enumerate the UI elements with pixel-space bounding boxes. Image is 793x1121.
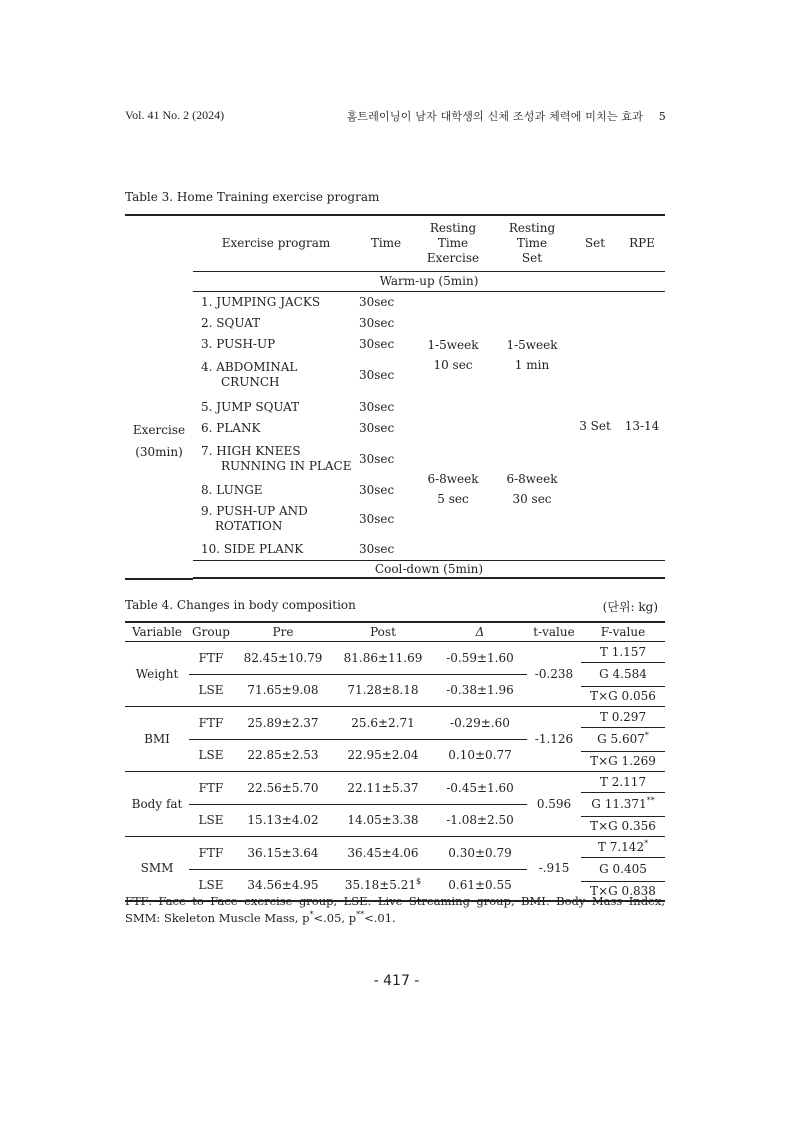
table3-header-blank: [125, 215, 193, 271]
f-value: T×G 0.356: [581, 816, 665, 836]
pre-value: 22.56±5.70: [247, 780, 319, 795]
variable-name: Weight: [125, 641, 189, 706]
table4-header-delta: Δ: [433, 622, 527, 641]
exercise-name: 5. JUMP SQUAT: [201, 399, 300, 414]
table3-warmup-blank: [125, 271, 193, 291]
f-value: T 2.117: [581, 771, 665, 792]
pre-value: 71.65±9.08: [233, 674, 333, 706]
rest-set-6-8: 6-8week 30 sec: [506, 471, 558, 506]
delta-value: -0.29±.60: [450, 715, 510, 730]
journal-volume: Vol. 41 No. 2 (2024): [125, 108, 225, 122]
post-value: 25.6±2.71: [351, 715, 415, 730]
exercise-name: 4. ABDOMINAL CRUNCH: [201, 359, 298, 389]
table4: [125, 621, 665, 902]
table3-header-rest-set: Resting Time Set: [493, 215, 571, 271]
exercise-time: 30sec: [359, 315, 395, 330]
delta-value: 0.30±0.79: [448, 845, 512, 860]
f-value: G 5.607*: [581, 727, 665, 751]
table3-row-label: Exercise (30min): [125, 291, 193, 579]
exercise-name: 2. SQUAT: [201, 315, 261, 330]
exercise-name: 7. HIGH KNEES RUNNING IN PLACE: [201, 443, 352, 473]
rest-exercise-1-5: 1-5week 10 sec: [427, 337, 479, 372]
pre-value: 15.13±4.02: [233, 804, 333, 836]
t-value: -.915: [527, 836, 581, 901]
running-title-text: 홈트레이닝이 남자 대학생의 신체 조성과 체력에 미치는 효과: [346, 110, 644, 123]
table4-header-variable: Variable: [125, 622, 189, 641]
post-value: 22.11±5.37: [347, 780, 419, 795]
running-title: [347, 108, 666, 124]
table3: [125, 214, 665, 580]
table3-header-set: Set: [571, 215, 619, 271]
table3-caption: Table 3. Home Training exercise program: [125, 190, 380, 204]
table4-header-f: F-value: [581, 622, 665, 641]
group-ftf: FTF: [198, 780, 224, 795]
table4-header-post: Post: [333, 622, 433, 641]
rest-set-1-5: 1-5week 1 min: [506, 337, 558, 372]
t-value: 0.596: [527, 771, 581, 836]
delta-value: -0.38±1.96: [433, 674, 527, 706]
group-lse: LSE: [189, 739, 233, 771]
pre-value: 36.15±3.64: [247, 845, 319, 860]
page-number: - 417 -: [373, 973, 420, 989]
table4-header-group: Group: [189, 622, 233, 641]
f-value: T×G 0.838: [581, 881, 665, 901]
group-ftf: FTF: [198, 845, 224, 860]
pre-value: 34.56±4.95: [233, 869, 333, 901]
t-value: -1.126: [527, 706, 581, 771]
group-ftf: FTF: [198, 650, 224, 665]
table3-cooldown: Cool-down (5min): [193, 560, 665, 578]
table3-header-time: Time: [359, 215, 413, 271]
post-value: 71.28±8.18: [333, 674, 433, 706]
exercise-time: 30sec: [359, 336, 395, 351]
set-value: 3 Set: [579, 418, 611, 433]
exercise-time: 30sec: [359, 294, 395, 309]
exercise-name: 9. PUSH-UP AND ROTATION: [201, 504, 308, 533]
f-value: T×G 1.269: [581, 751, 665, 771]
delta-value: -0.59±1.60: [446, 650, 514, 665]
f-value: G 0.405: [581, 857, 665, 881]
t-value: -0.238: [527, 641, 581, 706]
table4-unit: (단위: kg): [602, 600, 658, 614]
table3-header-rest-exercise: Resting Time Exercise: [413, 215, 493, 271]
post-value: 14.05±3.38: [333, 804, 433, 836]
exercise-name: 10. SIDE PLANK: [201, 541, 304, 556]
group-lse: LSE: [189, 869, 233, 901]
f-value: T 7.142*: [581, 836, 665, 857]
exercise-time: 30sec: [359, 451, 395, 466]
variable-name: Body fat: [125, 771, 189, 836]
pre-value: 22.85±2.53: [233, 739, 333, 771]
delta-value: 0.61±0.55: [433, 869, 527, 901]
pre-value: 82.45±10.79: [243, 650, 323, 665]
post-value: 22.95±2.04: [333, 739, 433, 771]
delta-value: 0.10±0.77: [433, 739, 527, 771]
variable-name: BMI: [125, 706, 189, 771]
exercise-time: 30sec: [359, 421, 395, 435]
exercise-name: 1. JUMPING JACKS: [201, 294, 321, 309]
rest-exercise-6-8: 6-8week 5 sec: [427, 471, 479, 506]
table3-warmup: Warm-up (5min): [193, 271, 665, 291]
table3-header-rpe: RPE: [619, 215, 665, 271]
exercise-time: 30sec: [359, 482, 395, 497]
group-lse: LSE: [189, 674, 233, 706]
post-value: 35.18±5.21$: [333, 869, 433, 901]
pre-value: 25.89±2.37: [247, 715, 319, 730]
table3-header-program: Exercise program: [193, 215, 359, 271]
rpe-value: 13-14: [624, 418, 660, 433]
header-page-number: 5: [658, 110, 666, 123]
group-ftf: FTF: [198, 715, 224, 730]
delta-value: -0.45±1.60: [446, 780, 514, 795]
f-value: G 4.584: [581, 662, 665, 686]
table4-header-t: t-value: [527, 622, 581, 641]
variable-name: SMM: [125, 836, 189, 901]
f-value: G 11.371**: [581, 792, 665, 816]
exercise-name: 3. PUSH-UP: [201, 336, 276, 351]
f-value: T×G 0.056: [581, 686, 665, 706]
exercise-name: 6. PLANK: [201, 421, 261, 435]
table4-caption: Table 4. Changes in body composition: [125, 598, 356, 612]
f-value: T 1.157: [581, 641, 665, 662]
delta-value: -1.08±2.50: [433, 804, 527, 836]
exercise-time: 30sec: [359, 512, 395, 526]
group-lse: LSE: [189, 804, 233, 836]
f-value: T 0.297: [581, 706, 665, 727]
post-value: 36.45±4.06: [347, 845, 419, 860]
table4-header-pre: Pre: [233, 622, 333, 641]
exercise-time: 30sec: [359, 399, 395, 414]
post-value: 81.86±11.69: [343, 650, 423, 665]
exercise-time: 30sec: [359, 541, 395, 556]
exercise-name: 8. LUNGE: [201, 482, 263, 497]
table4-footnote: FTF: Face to Face exercise group, LSE: Live Streaming group, BMI: Body Mass Index, SMM: Skeleton Muscle Mass, p*<.05, p**<.01.: [125, 894, 665, 925]
exercise-time: 30sec: [359, 367, 395, 382]
